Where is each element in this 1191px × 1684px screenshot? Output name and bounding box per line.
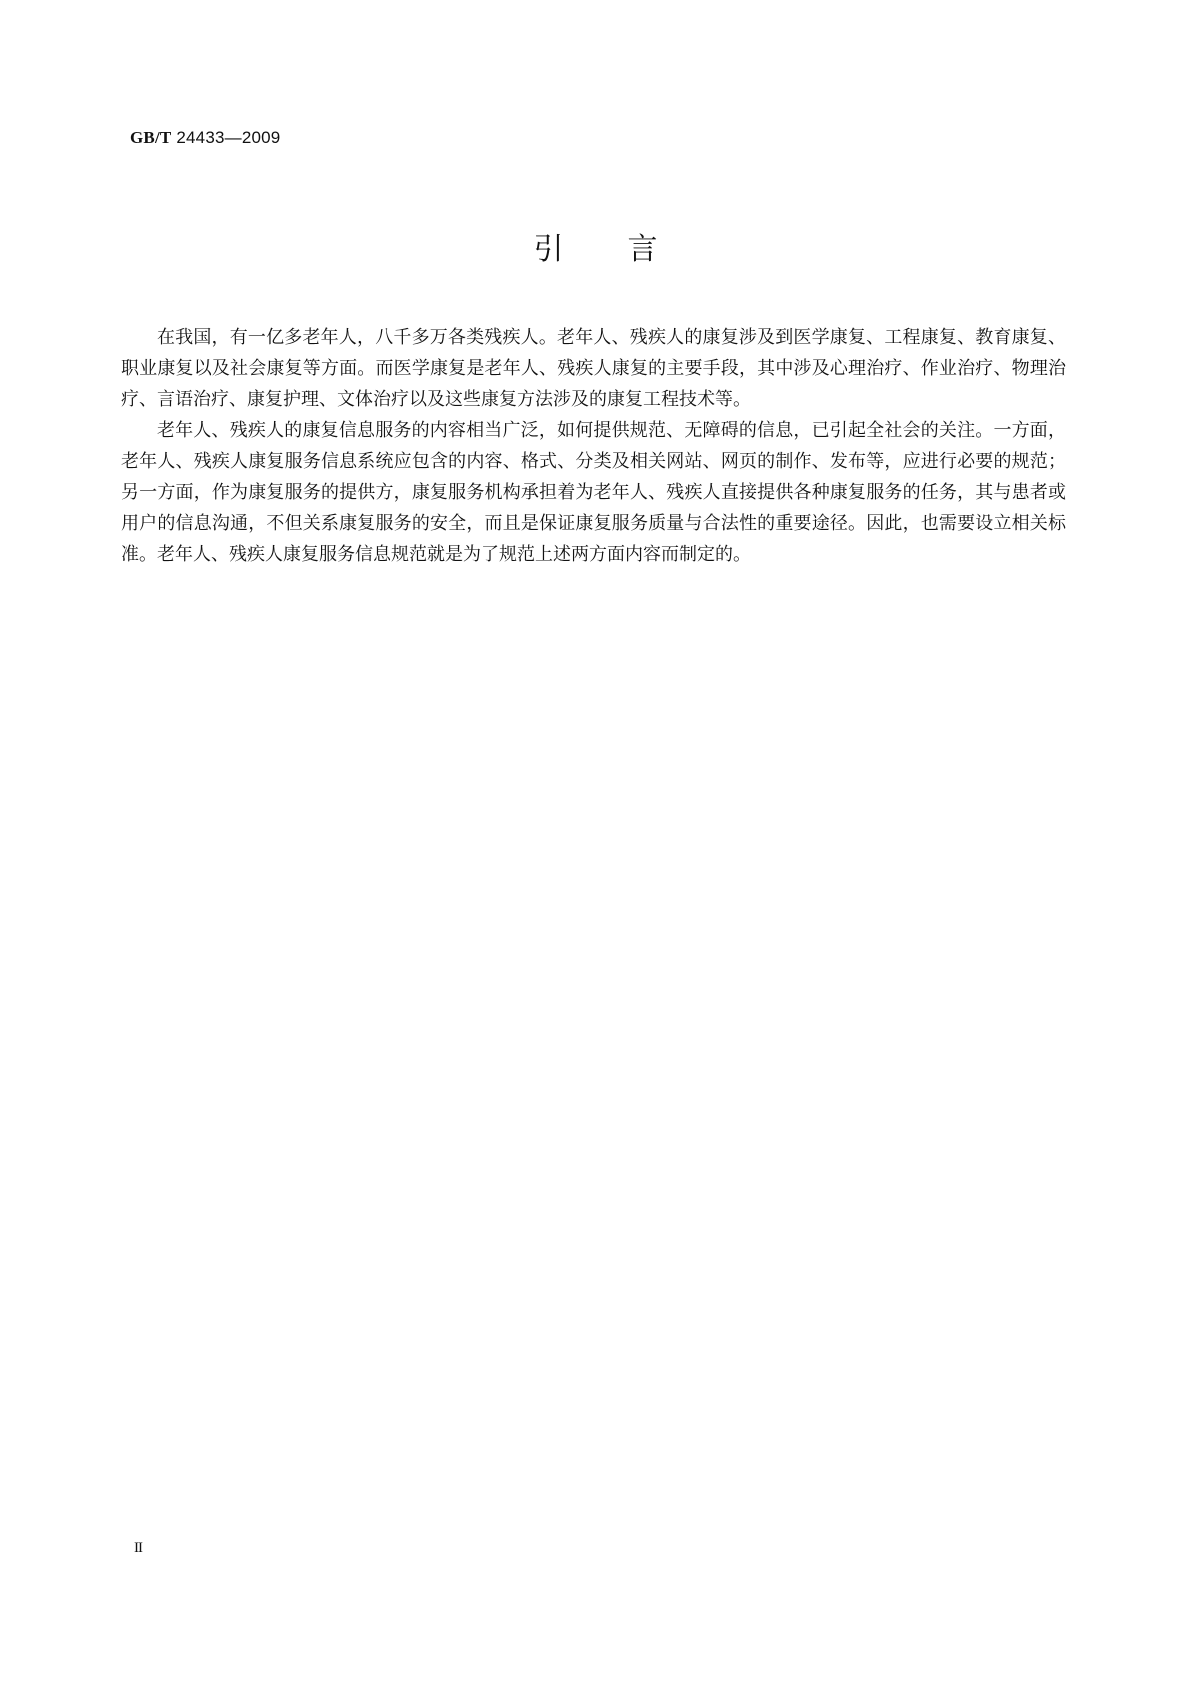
standard-number: 24433—2009 [176,128,281,147]
standard-code [130,128,280,148]
paragraph-2: 老年人、残疾人的康复信息服务的内容相当广泛，如何提供规范、无障碍的信息，已引起全社会的关注。一方面，老年人、残疾人康复服务信息系统应包含的内容、格式、分类及相关网站、网页的制作、发布等，应进行必要的规范；另一方面，作为康复服务的提供方，康复服务机构承担着为老年人、残疾人直接提供各种康复服务的任务，其与患者或用户的信息沟通，不但关系康复服务的安全，而且是保证康复服务质量与合法性的重要途径。因此，也需要设立相关标准。老年人、残疾人康复服务信息规范就是为了规范上述两方面内容而制定的。 [121,420,1066,565]
page-number: II [134,1540,142,1556]
introduction-body [121,322,1066,570]
paragraph-1: 在我国，有一亿多老年人，八千多万各类残疾人。老年人、残疾人的康复涉及到医学康复、工程康复、教育康复、职业康复以及社会康复等方面。而医学康复是老年人、残疾人康复的主要手段，其中涉及心理治疗、作业治疗、物理治疗、言语治疗、康复护理、文体治疗以及这些康复方法涉及的康复工程技术等。 [121,327,1066,410]
page-title: 引言 [533,232,722,267]
standard-prefix: GB/T [130,128,172,147]
